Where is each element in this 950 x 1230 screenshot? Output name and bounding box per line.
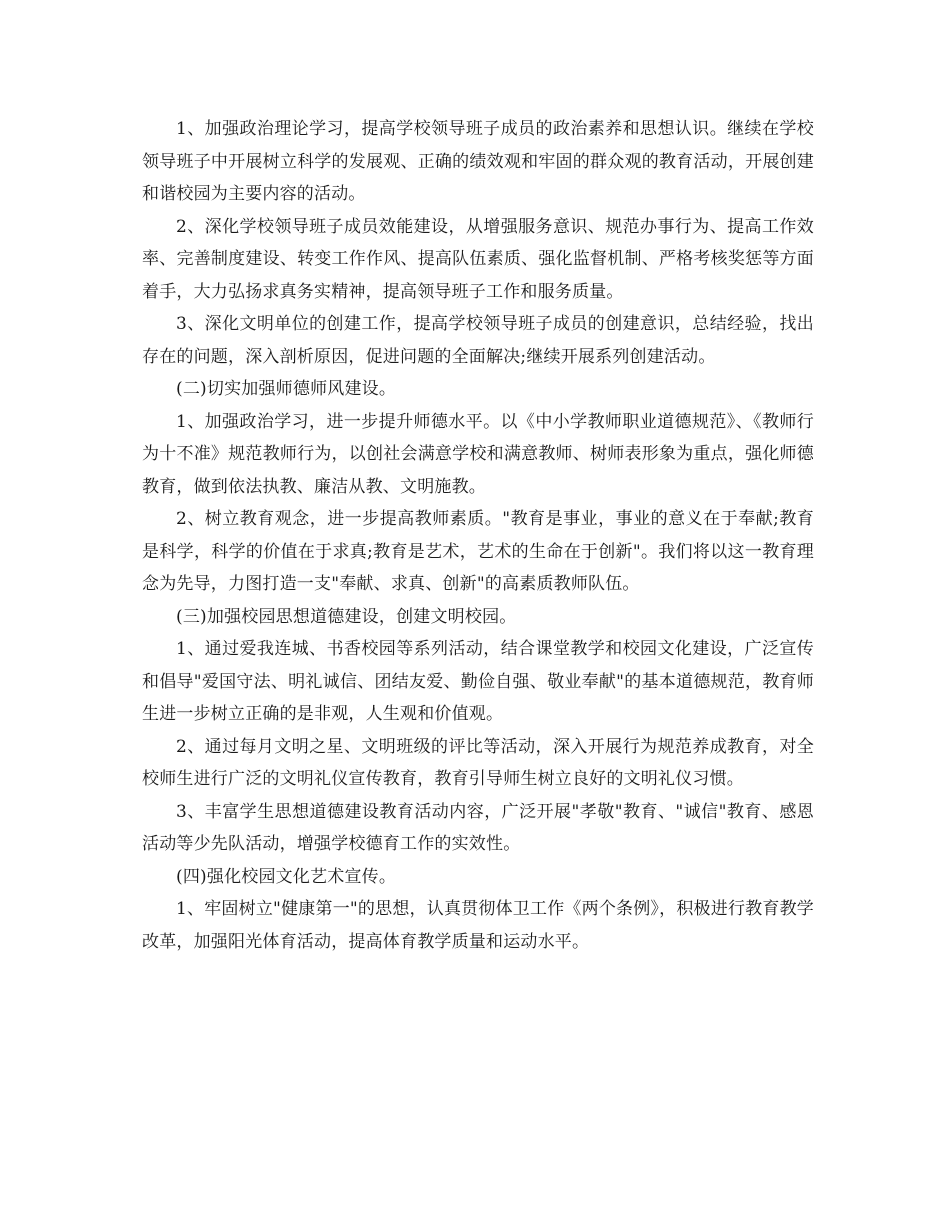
paragraph-leadership-political-study: 1、加强政治理论学习，提高学校领导班子成员的政治素养和思想认识。继续在学校领导班子中开展树立科学的发展观、正确的绩效观和牢固的群众观的教育活动，开展创建和谐校园为主要内容的活动。 (142, 119, 814, 204)
paragraph-moral-activities: 1、通过爱我连城、书香校园等系列活动，结合课堂教学和校园文化建设，广泛宣传和倡导"爱国守法、明礼诚信、团结友爱、勤俭自强、敬业奉献"的基本道德规范，教育师生进一步树立正确的是非观，人生观和价值观。 (142, 639, 814, 724)
section-heading-teacher-ethics: (二)切实加强师德师风建设。 (176, 379, 397, 399)
paragraph-leadership-efficiency: 2、深化学校领导班子成员效能建设，从增强服务意识、规范办事行为、提高工作效率、完善制度建设、转变工作作风、提高队伍素质、强化监督机制、严格考核奖惩等方面着手，大力弘扬求真务实精神，提高领导班子工作和服务质量。 (142, 216, 814, 302)
paragraph-political-study-ethics: 1、加强政治学习，进一步提升师德水平。以《中小学教师职业道德规范》、《教师行为十不准》规范教师行为，以创社会满意学校和满意教师、树师表形象为重点，强化师德教育，做到依法执教、廉洁从教、文明施教。 (142, 411, 814, 497)
section-heading-moral-construction: (三)加强校园思想道德建设，创建文明校园。 (176, 606, 517, 627)
paragraph-education-concept: 2、树立教育观念，进一步提高教师素质。"教育是事业，事业的意义在于奉献;教育是科学，科学的价值在于求真;教育是艺术，艺术的生命在于创新"。我们将以这一教育理念为先导，力图打造一支"奉献、求真、创新"的高素质教师队伍。 (142, 509, 814, 594)
paragraph-health-first: 1、牢固树立"健康第一"的思想，认真贯彻体卫工作《两个条例》，积极进行教育教学改革，加强阳光体育活动，提高体育教学质量和运动水平。 (142, 899, 814, 952)
paragraph-student-moral-education: 3、丰富学生思想道德建设教育活动内容，广泛开展"孝敬"教育、"诚信"教育、感恩活动等少先队活动，增强学校德育工作的实效性。 (142, 801, 814, 854)
paragraph-monthly-stars: 2、通过每月文明之星、文明班级的评比等活动，深入开展行为规范养成教育，对全校师生进行广泛的文明礼仪宣传教育，教育引导师生树立良好的文明礼仪习惯。 (142, 736, 814, 789)
document-body (142, 113, 814, 958)
section-heading-culture-art: (四)强化校园文化艺术宣传。 (176, 866, 397, 887)
paragraph-civilized-unit: 3、深化文明单位的创建工作，提高学校领导班子成员的创建意识，总结经验，找出存在的问题，深入剖析原因，促进问题的全面解决;继续开展系列创建活动。 (142, 314, 814, 367)
